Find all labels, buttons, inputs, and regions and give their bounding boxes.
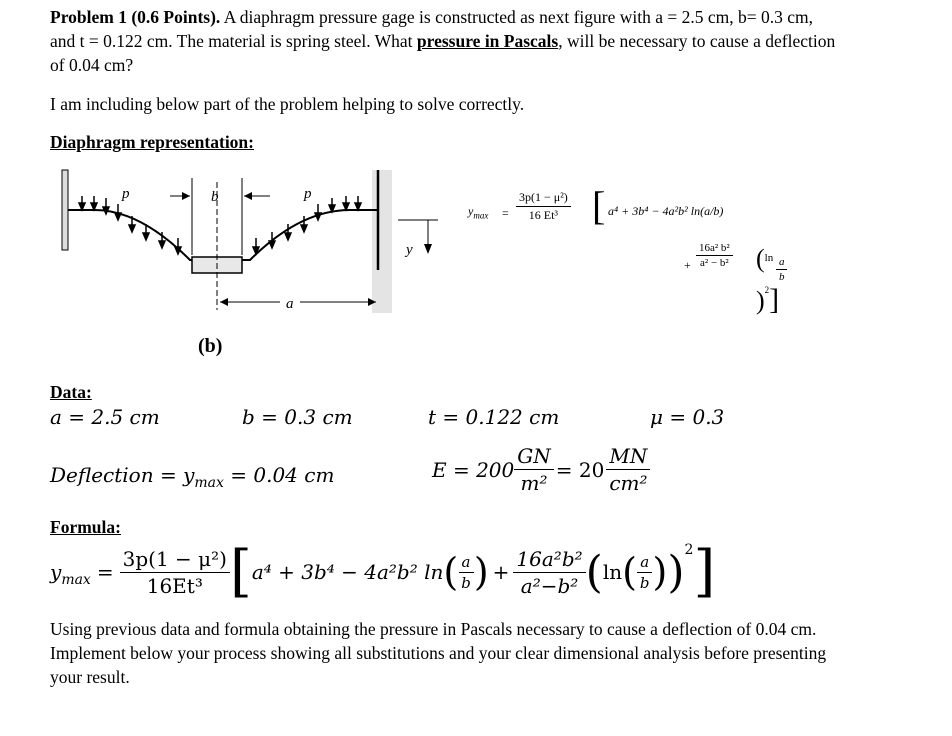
data-mu bbox=[650, 405, 724, 429]
formula-lhs: y bbox=[50, 560, 62, 584]
fig-fraction-1 bbox=[516, 190, 571, 223]
diagram-heading: Diaphragm representation: bbox=[50, 132, 254, 152]
fig-paren-close: ) bbox=[756, 286, 765, 315]
formula-paren-2-close: ) bbox=[667, 546, 685, 598]
fig-num: 3p(1 − μ²) bbox=[516, 190, 571, 207]
helper-note: I am including below part of the problem helping to solve correctly. bbox=[50, 94, 525, 114]
data-deflection bbox=[50, 463, 334, 491]
instructions-line-3: your result. bbox=[50, 667, 130, 687]
fig-terms: a⁴ + 3b⁴ − 4a²b² ln(a/b) bbox=[608, 204, 724, 218]
fig-num2: 16a² b² bbox=[696, 242, 733, 256]
fig-eq: = bbox=[502, 206, 509, 220]
deflection-sub: max bbox=[194, 475, 224, 491]
fig-fraction-2 bbox=[696, 242, 733, 269]
problem-line-3 bbox=[50, 53, 950, 77]
formula-frac-2 bbox=[513, 547, 585, 598]
formula-num: 3p(1 − μ²) bbox=[120, 547, 230, 573]
modulus-frac-2 bbox=[606, 444, 650, 495]
fig-ratio-a: a bbox=[776, 256, 788, 270]
problem-statement bbox=[50, 5, 950, 77]
modulus-lhs: E = 200 bbox=[432, 457, 515, 482]
diaphragm-plate bbox=[68, 210, 378, 260]
formula-paren-1-open: ( bbox=[443, 550, 459, 594]
data-b bbox=[242, 405, 353, 429]
formula-paren-2-open: ( bbox=[585, 546, 603, 598]
modulus-den-2: cm² bbox=[609, 471, 648, 495]
diaphragm-figure bbox=[60, 160, 440, 360]
figure-formula bbox=[468, 182, 808, 316]
fig-sq: 2 bbox=[764, 285, 770, 295]
label-p-right: p bbox=[304, 186, 312, 202]
formula-sq: 2 bbox=[684, 542, 694, 558]
right-support bbox=[372, 170, 392, 313]
figure-caption: (b) bbox=[198, 335, 223, 357]
pressure-arrows bbox=[79, 196, 361, 254]
problem-line-2 bbox=[50, 29, 950, 53]
data-modulus bbox=[432, 444, 651, 495]
formula-ratio-1-b: b bbox=[461, 573, 471, 592]
formula-frac-1 bbox=[120, 547, 230, 598]
formula-terms: a⁴ + 3b⁴ − 4a²b² ln bbox=[251, 560, 444, 584]
fig-paren-open: ( bbox=[756, 244, 765, 273]
instructions bbox=[50, 617, 950, 689]
data-a-text: a = 2.5 cm bbox=[50, 405, 160, 429]
formula-bracket-open: [ bbox=[229, 539, 252, 604]
formula-ratio-1-a: a bbox=[459, 553, 474, 573]
fig-ln: ln bbox=[764, 252, 774, 264]
data-t bbox=[428, 405, 559, 429]
modulus-mid: = 20 bbox=[555, 457, 605, 482]
formula-den: 16Et³ bbox=[146, 573, 203, 598]
problem-text-3: , will be necessary to cause a deflection bbox=[558, 31, 836, 51]
data-heading: Data: bbox=[50, 382, 92, 402]
formula-plus: + bbox=[492, 560, 510, 584]
modulus-num-1: GN bbox=[514, 444, 553, 470]
formula-bracket-close: ] bbox=[693, 539, 716, 604]
fig-bracket-close: ] bbox=[769, 283, 780, 316]
formula-num2: 16a²b² bbox=[513, 547, 585, 573]
label-y: y bbox=[406, 242, 413, 258]
problem-emphasis: pressure in Pascals bbox=[416, 31, 559, 51]
problem-text-4: of 0.04 cm? bbox=[50, 55, 134, 75]
deflection-lhs: Deflection = y bbox=[50, 463, 195, 487]
modulus-num-2: MN bbox=[606, 444, 650, 470]
label-a: a bbox=[286, 296, 294, 312]
left-support bbox=[62, 170, 68, 250]
data-t-text: t = 0.122 cm bbox=[428, 405, 560, 429]
label-b: b bbox=[211, 189, 219, 205]
formula-eq: = bbox=[96, 560, 114, 584]
data-b-text: b = 0.3 cm bbox=[242, 405, 353, 429]
problem-text-1: A diaphragm pressure gage is constructed as next figure with a = 2.5 cm, b= 0.3 cm, bbox=[220, 7, 814, 27]
formula-paren-3-close: ) bbox=[652, 550, 668, 594]
formula-paren-3-open: ( bbox=[622, 550, 637, 594]
fig-den: 16 Et³ bbox=[528, 208, 559, 222]
formula-ratio-1 bbox=[458, 553, 474, 592]
problem-heading: Problem 1 (0.6 Points). bbox=[50, 7, 221, 27]
formula-den2: a²−b² bbox=[520, 573, 579, 598]
problem-line-1 bbox=[50, 5, 950, 29]
instructions-line-2: Implement below your process showing all substitutions and your clear dimensional analysis before presenting bbox=[50, 643, 827, 663]
fig-plus: + bbox=[684, 258, 691, 272]
figure-formula-lhs bbox=[468, 204, 488, 220]
instructions-line-1: Using previous data and formula obtaining the pressure in Pascals necessary to cause a deflection of 0.04 cm. bbox=[50, 619, 817, 639]
formula-paren-1-close: ) bbox=[473, 550, 489, 594]
label-p-left: p bbox=[122, 186, 130, 202]
fig-ratio bbox=[776, 256, 788, 283]
deflection-value: = 0.04 cm bbox=[223, 463, 335, 487]
modulus-den-1: m² bbox=[520, 471, 548, 495]
main-formula bbox=[50, 538, 715, 606]
fig-bracket-open: [ bbox=[592, 183, 606, 228]
fig-ratio-b: b bbox=[778, 271, 785, 283]
data-a bbox=[50, 405, 160, 429]
fig-ymax-sub: max bbox=[473, 210, 489, 221]
formula-ln: ln bbox=[602, 560, 623, 584]
formula-ratio-2 bbox=[637, 553, 653, 592]
formula-heading: Formula: bbox=[50, 517, 121, 537]
fig-paren-group bbox=[756, 244, 808, 317]
formula-ratio-2-b: b bbox=[639, 573, 650, 592]
formula-ratio-2-a: a bbox=[637, 553, 652, 573]
problem-text-2: and t = 0.122 cm. The material is spring steel. What bbox=[50, 31, 417, 51]
formula-lhs-sub: max bbox=[61, 572, 91, 588]
fig-ymax: y bbox=[468, 204, 474, 218]
modulus-frac-1 bbox=[514, 444, 553, 495]
data-mu-text: μ = 0.3 bbox=[650, 405, 725, 429]
fig-den2: a² − b² bbox=[700, 257, 729, 269]
